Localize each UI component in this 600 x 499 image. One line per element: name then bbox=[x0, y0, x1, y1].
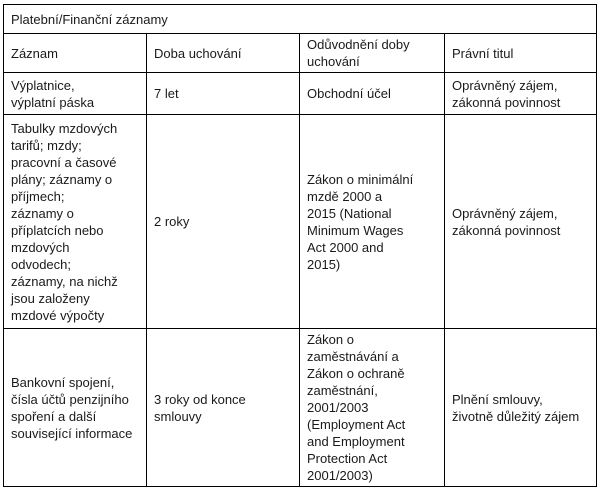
cell-record: Tabulky mzdových tarifů; mzdy; pracovní a časové plány; záznamy o příjmech; záznamy o příplatcích nebo mzdových odvodech; záznamy, na nichž jsou založeny mzdové výpočty bbox=[4, 115, 147, 329]
cell-legal-basis: Oprávněný zájem, zákonná povinnost bbox=[445, 115, 597, 329]
cell-record: Výplatnice, výplatní páska bbox=[4, 73, 147, 115]
table-row bbox=[4, 115, 597, 329]
header-legal-basis: Právní titul bbox=[445, 34, 597, 73]
cell-record: Bankovní spojení, čísla účtů penzijního spoření a další související informace bbox=[4, 329, 147, 487]
cell-retention: 7 let bbox=[147, 73, 300, 115]
cell-justification: Zákon o minimální mzdě 2000 a 2015 (National Minimum Wages Act 2000 and 2015) bbox=[300, 115, 445, 329]
cell-retention: 3 roky od konce smlouvy bbox=[147, 329, 300, 487]
cell-legal-basis: Plnění smlouvy, životně důležitý zájem bbox=[445, 329, 597, 487]
table-row bbox=[4, 329, 597, 487]
cell-justification: Zákon o zaměstnávání a Zákon o ochraně zaměstnání, 2001/2003 (Employment Act and Employment Protection Act 2001/2003) bbox=[300, 329, 445, 487]
table-row bbox=[4, 73, 597, 115]
cell-justification: Obchodní účel bbox=[300, 73, 445, 115]
header-retention: Doba uchování bbox=[147, 34, 300, 73]
table-title: Platební/Finanční záznamy bbox=[4, 5, 597, 34]
cell-retention: 2 roky bbox=[147, 115, 300, 329]
cell-legal-basis: Oprávněný zájem, zákonná povinnost bbox=[445, 73, 597, 115]
table-title-row bbox=[4, 5, 597, 34]
header-record: Záznam bbox=[4, 34, 147, 73]
header-justification: Odůvodnění doby uchování bbox=[300, 34, 445, 73]
retention-table bbox=[3, 4, 597, 487]
table-header-row bbox=[4, 34, 597, 73]
